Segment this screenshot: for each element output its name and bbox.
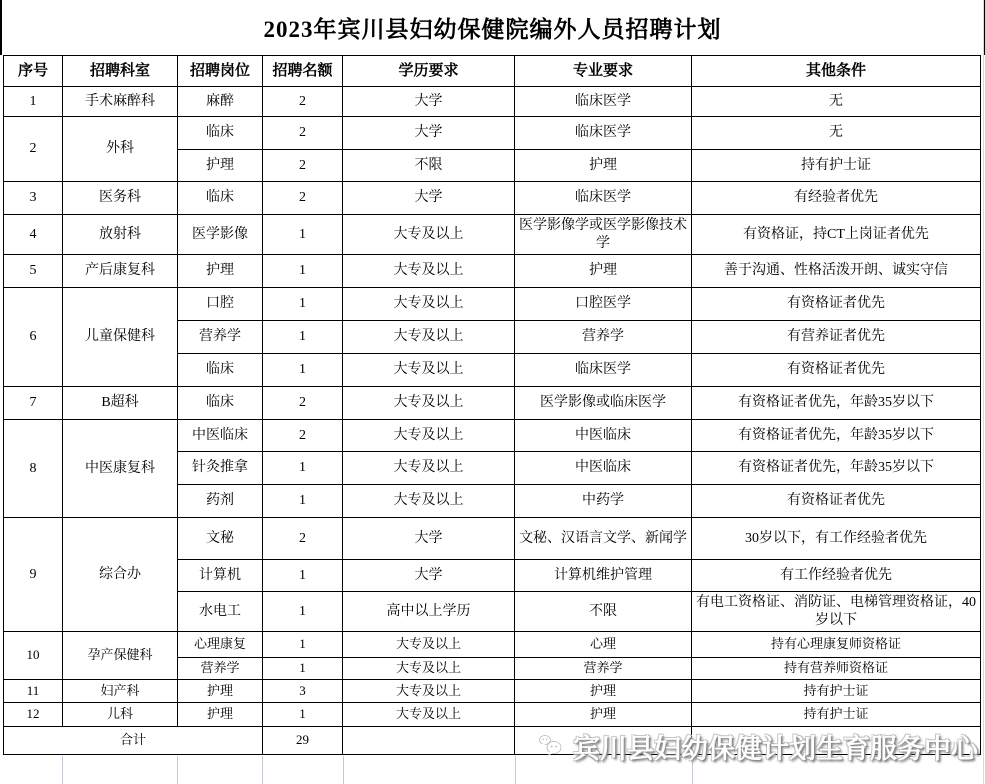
cell-quota: 2 bbox=[263, 117, 343, 150]
cell-other: 无 bbox=[692, 87, 981, 117]
cell-education: 不限 bbox=[343, 150, 515, 182]
cell-position: 口腔 bbox=[178, 288, 263, 321]
table-row bbox=[4, 387, 981, 420]
col-header-quota: 招聘名额 bbox=[263, 56, 343, 87]
cell-education: 大专及以上 bbox=[343, 288, 515, 321]
table-row bbox=[4, 703, 981, 727]
cell-other: 善于沟通、性格活泼开朗、诚实守信 bbox=[692, 255, 981, 288]
cell-education: 大专及以上 bbox=[343, 658, 515, 680]
cell-dept: 孕产保健科 bbox=[63, 632, 178, 680]
cell-dept: 儿童保健科 bbox=[63, 288, 178, 387]
cell-major: 中医临床 bbox=[515, 420, 692, 452]
cell-major: 中医临床 bbox=[515, 452, 692, 485]
cell-major: 临床医学 bbox=[515, 117, 692, 150]
cell-quota: 1 bbox=[263, 215, 343, 255]
cell-no: 7 bbox=[4, 387, 63, 420]
cell-other: 无 bbox=[692, 117, 981, 150]
cell-major: 不限 bbox=[515, 592, 692, 632]
table-row bbox=[4, 182, 981, 215]
cell-position: 临床 bbox=[178, 354, 263, 387]
cell-education: 大学 bbox=[343, 87, 515, 117]
cell-position: 营养学 bbox=[178, 321, 263, 354]
cell-dept: B超科 bbox=[63, 387, 178, 420]
cell-dept: 中医康复科 bbox=[63, 420, 178, 518]
cell-dept: 儿科 bbox=[63, 703, 178, 727]
table-row bbox=[4, 288, 981, 321]
cell-other: 有工作经验者优先 bbox=[692, 560, 981, 592]
col-header-major: 专业要求 bbox=[515, 56, 692, 87]
cell-position: 护理 bbox=[178, 680, 263, 703]
cell-other: 有资格证者优先 bbox=[692, 485, 981, 518]
cell-education: 大专及以上 bbox=[343, 387, 515, 420]
cell-other: 有资格证者优先，年龄35岁以下 bbox=[692, 387, 981, 420]
cell-major: 口腔医学 bbox=[515, 288, 692, 321]
cell-major: 医学影像学或医学影像技术学 bbox=[515, 215, 692, 255]
header-row bbox=[4, 56, 981, 87]
total-row bbox=[4, 727, 981, 755]
cell-other: 持有护士证 bbox=[692, 150, 981, 182]
cell-dept: 妇产科 bbox=[63, 680, 178, 703]
cell-education: 大专及以上 bbox=[343, 255, 515, 288]
cell-quota: 1 bbox=[263, 485, 343, 518]
cell-other: 持有营养师资格证 bbox=[692, 658, 981, 680]
gridline bbox=[515, 756, 516, 784]
cell-major: 营养学 bbox=[515, 321, 692, 354]
col-header-position: 招聘岗位 bbox=[178, 56, 263, 87]
cell-other: 有营养证者优先 bbox=[692, 321, 981, 354]
cell-dept: 综合办 bbox=[63, 518, 178, 632]
cell-no: 9 bbox=[4, 518, 63, 632]
cell-education: 大专及以上 bbox=[343, 485, 515, 518]
cell-position: 临床 bbox=[178, 387, 263, 420]
cell-major: 临床医学 bbox=[515, 182, 692, 215]
gridline-right-edge bbox=[983, 0, 984, 784]
cell-no: 8 bbox=[4, 420, 63, 518]
gridline bbox=[62, 756, 63, 784]
cell-dept: 产后康复科 bbox=[63, 255, 178, 288]
recruitment-table bbox=[3, 55, 981, 755]
cell-dept: 放射科 bbox=[63, 215, 178, 255]
col-header-dept: 招聘科室 bbox=[63, 56, 178, 87]
cell-position: 心理康复 bbox=[178, 632, 263, 658]
cell-other: 有经验者优先 bbox=[692, 182, 981, 215]
cell-quota: 2 bbox=[263, 387, 343, 420]
cell-position: 文秘 bbox=[178, 518, 263, 560]
cell-quota: 1 bbox=[263, 658, 343, 680]
cell-position: 临床 bbox=[178, 117, 263, 150]
gridline bbox=[692, 756, 693, 784]
table-row bbox=[4, 518, 981, 560]
cell-education: 高中以上学历 bbox=[343, 592, 515, 632]
cell-major: 临床医学 bbox=[515, 87, 692, 117]
cell-major: 护理 bbox=[515, 703, 692, 727]
table-row bbox=[4, 632, 981, 658]
col-header-education: 学历要求 bbox=[343, 56, 515, 87]
cell-education: 大专及以上 bbox=[343, 703, 515, 727]
table-row bbox=[4, 87, 981, 117]
table-row bbox=[4, 215, 981, 255]
cell-other: 30岁以下，有工作经验者优先 bbox=[692, 518, 981, 560]
cell-no: 12 bbox=[4, 703, 63, 727]
cell-education: 大专及以上 bbox=[343, 215, 515, 255]
cell-major: 医学影像或临床医学 bbox=[515, 387, 692, 420]
page-title: 2023年宾川县妇幼保健院编外人员招聘计划 bbox=[263, 17, 722, 42]
cell-other: 有电工资格证、消防证、电梯管理资格证，40岁以下 bbox=[692, 592, 981, 632]
cell-dept: 外科 bbox=[63, 117, 178, 182]
table-row bbox=[4, 680, 981, 703]
cell-quota: 1 bbox=[263, 354, 343, 387]
cell-position: 临床 bbox=[178, 182, 263, 215]
cell-quota: 2 bbox=[263, 150, 343, 182]
cell-position: 医学影像 bbox=[178, 215, 263, 255]
cell-other: 有资格证者优先 bbox=[692, 354, 981, 387]
cell-education: 大专及以上 bbox=[343, 632, 515, 658]
cell-position: 中医临床 bbox=[178, 420, 263, 452]
cell-quota: 1 bbox=[263, 321, 343, 354]
cell-education: 大专及以上 bbox=[343, 354, 515, 387]
cell-no: 11 bbox=[4, 680, 63, 703]
cell-quota: 2 bbox=[263, 518, 343, 560]
gridline bbox=[343, 756, 344, 784]
cell-education: 大专及以上 bbox=[343, 452, 515, 485]
cell-quota: 1 bbox=[263, 255, 343, 288]
cell-position: 营养学 bbox=[178, 658, 263, 680]
cell-education: 大学 bbox=[343, 560, 515, 592]
cell-quota: 1 bbox=[263, 703, 343, 727]
total-empty-education bbox=[343, 727, 515, 755]
cell-other: 持有护士证 bbox=[692, 680, 981, 703]
cell-quota: 2 bbox=[263, 182, 343, 215]
cell-quota: 2 bbox=[263, 87, 343, 117]
col-header-other: 其他条件 bbox=[692, 56, 981, 87]
cell-education: 大专及以上 bbox=[343, 321, 515, 354]
cell-quota: 1 bbox=[263, 592, 343, 632]
cell-education: 大专及以上 bbox=[343, 420, 515, 452]
table-row bbox=[4, 117, 981, 150]
cell-quota: 3 bbox=[263, 680, 343, 703]
cell-other: 持有护士证 bbox=[692, 703, 981, 727]
cell-major: 心理 bbox=[515, 632, 692, 658]
cell-no: 4 bbox=[4, 215, 63, 255]
gridline bbox=[177, 756, 178, 784]
cell-no: 2 bbox=[4, 117, 63, 182]
cell-other: 持有心理康复师资格证 bbox=[692, 632, 981, 658]
cell-other: 有资格证者优先，年龄35岁以下 bbox=[692, 452, 981, 485]
cell-position: 护理 bbox=[178, 255, 263, 288]
cell-position: 计算机 bbox=[178, 560, 263, 592]
total-empty-other bbox=[692, 727, 981, 755]
cell-quota: 1 bbox=[263, 560, 343, 592]
cell-dept: 医务科 bbox=[63, 182, 178, 215]
cell-position: 护理 bbox=[178, 703, 263, 727]
cell-position: 针灸推拿 bbox=[178, 452, 263, 485]
cell-position: 药剂 bbox=[178, 485, 263, 518]
cell-education: 大学 bbox=[343, 182, 515, 215]
cell-dept: 手术麻醉科 bbox=[63, 87, 178, 117]
title-block bbox=[0, 0, 985, 55]
cell-no: 10 bbox=[4, 632, 63, 680]
cell-other: 有资格证者优先 bbox=[692, 288, 981, 321]
cell-major: 临床医学 bbox=[515, 354, 692, 387]
cell-no: 6 bbox=[4, 288, 63, 387]
gridline bbox=[262, 756, 263, 784]
cell-major: 护理 bbox=[515, 255, 692, 288]
cell-education: 大学 bbox=[343, 117, 515, 150]
cell-quota: 2 bbox=[263, 420, 343, 452]
total-quota: 29 bbox=[263, 727, 343, 755]
cell-major: 文秘、汉语言文学、新闻学 bbox=[515, 518, 692, 560]
cell-no: 1 bbox=[4, 87, 63, 117]
cell-education: 大学 bbox=[343, 518, 515, 560]
total-label: 合计 bbox=[4, 727, 263, 755]
cell-position: 护理 bbox=[178, 150, 263, 182]
cell-other: 有资格证者优先，年龄35岁以下 bbox=[692, 420, 981, 452]
cell-quota: 1 bbox=[263, 452, 343, 485]
cell-major: 护理 bbox=[515, 680, 692, 703]
cell-no: 5 bbox=[4, 255, 63, 288]
cell-major: 护理 bbox=[515, 150, 692, 182]
cell-quota: 1 bbox=[263, 632, 343, 658]
total-empty-major bbox=[515, 727, 692, 755]
cell-major: 中药学 bbox=[515, 485, 692, 518]
watermark-text: 宾川县妇幼保健计划生育服务中心 bbox=[573, 733, 978, 764]
cell-position: 水电工 bbox=[178, 592, 263, 632]
cell-major: 计算机维护管理 bbox=[515, 560, 692, 592]
table-row bbox=[4, 420, 981, 452]
cell-no: 3 bbox=[4, 182, 63, 215]
cell-quota: 1 bbox=[263, 288, 343, 321]
col-header-no: 序号 bbox=[4, 56, 63, 87]
cell-other: 有资格证，持CT上岗证者优先 bbox=[692, 215, 981, 255]
table-row bbox=[4, 255, 981, 288]
cell-position: 麻醉 bbox=[178, 87, 263, 117]
cell-major: 营养学 bbox=[515, 658, 692, 680]
cell-education: 大专及以上 bbox=[343, 680, 515, 703]
